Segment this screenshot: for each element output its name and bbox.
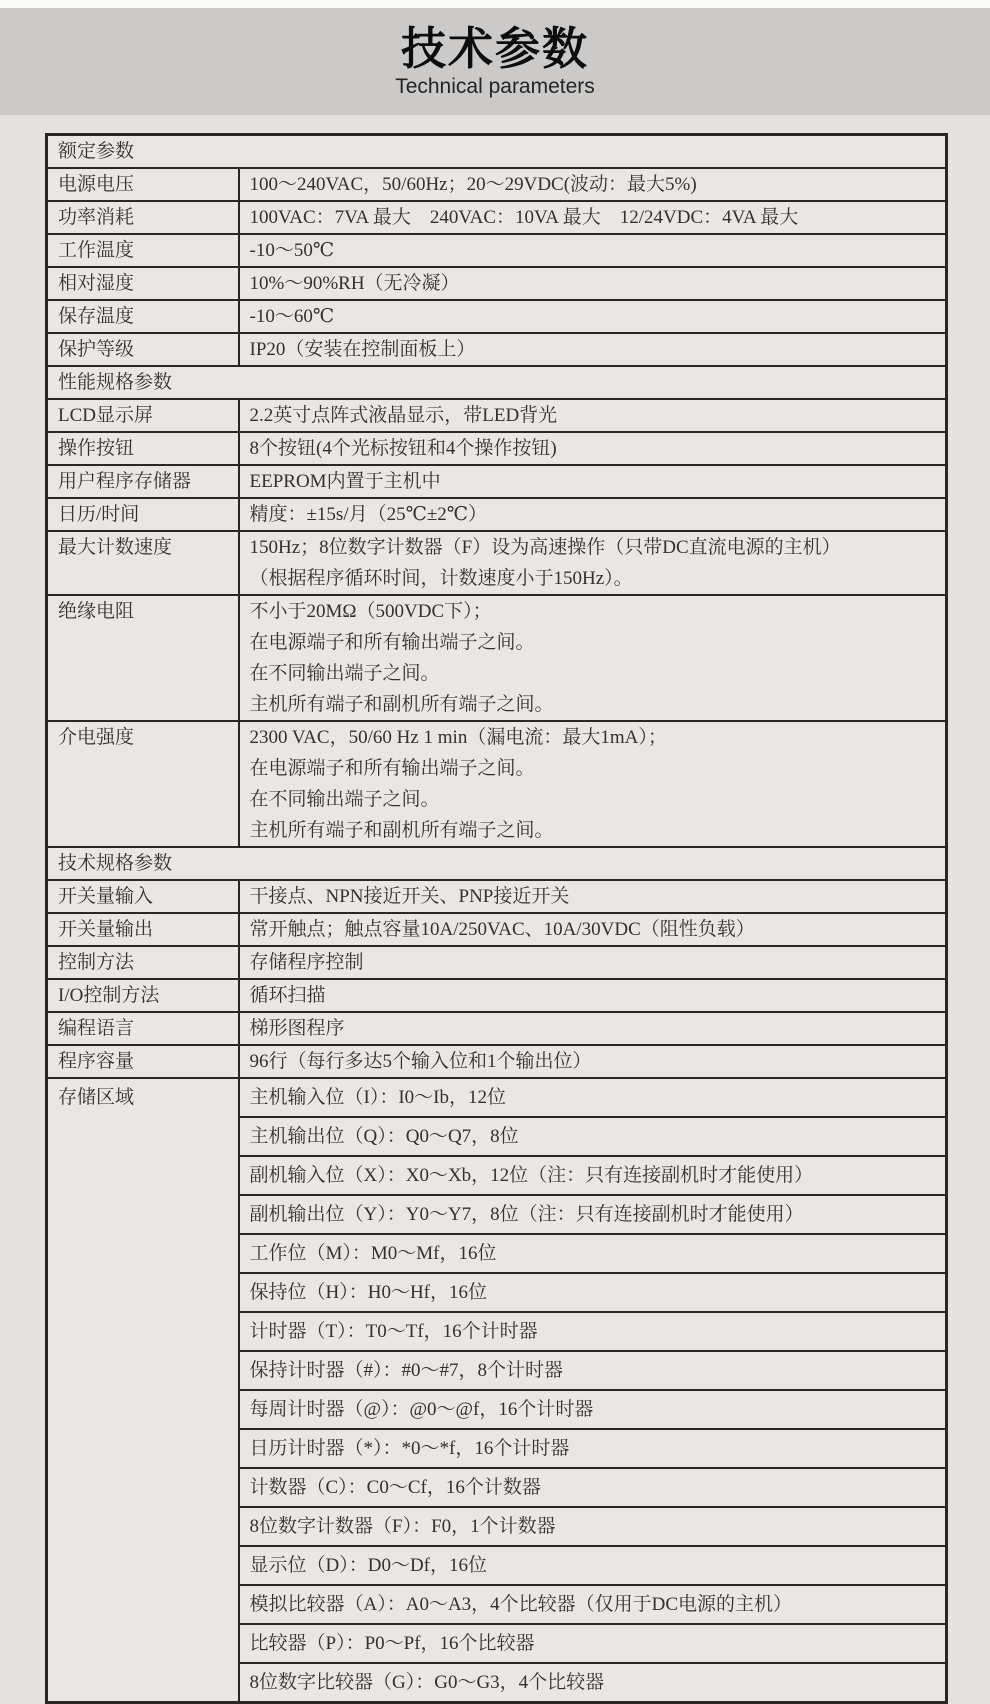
row-value bbox=[239, 721, 947, 847]
row-value bbox=[239, 1045, 947, 1078]
row-label: 存储区域 bbox=[47, 1078, 239, 1703]
table-row bbox=[47, 498, 947, 531]
row-value bbox=[239, 498, 947, 531]
row-label: 保存温度 bbox=[47, 300, 239, 333]
row-value bbox=[239, 979, 947, 1012]
row-value bbox=[239, 531, 947, 595]
row-value: 每周计时器（@）：@0～@f，16个计时器 bbox=[239, 1390, 947, 1429]
value-line: 在不同输出端子之间。 bbox=[249, 663, 440, 684]
row-label: 最大计数速度 bbox=[47, 531, 239, 595]
row-value: 日历计时器（*）：*0～*f，16个计时器 bbox=[239, 1429, 947, 1468]
table-row bbox=[47, 595, 947, 721]
spec-table-body bbox=[47, 135, 947, 1703]
value-line: 2.2英寸点阵式液晶显示，带LED背光 bbox=[249, 405, 558, 426]
row-value: 副机输入位（X）：X0～Xb，12位（注：只有连接副机时才能使用） bbox=[239, 1156, 947, 1195]
value-line: （根据程序循环时间，计数速度小于150Hz）。 bbox=[249, 568, 633, 589]
value-line: 不小于20MΩ（500VDC下）； bbox=[249, 601, 492, 622]
row-value bbox=[239, 168, 947, 201]
row-label: 开关量输入 bbox=[47, 880, 239, 913]
section-header: 技术规格参数 bbox=[47, 847, 947, 880]
title-band bbox=[0, 8, 990, 115]
value-line: IP20（安装在控制面板上） bbox=[249, 339, 476, 360]
value-line: -10～60℃ bbox=[249, 306, 335, 327]
value-line: 100～240VAC，50/60Hz；20～29VDC(波动：最大5%) bbox=[249, 174, 697, 195]
row-label: LCD显示屏 bbox=[47, 399, 239, 432]
row-label: 功率消耗 bbox=[47, 201, 239, 234]
row-value: 模拟比较器（A）：A0～A3，4个比较器（仅用于DC电源的主机） bbox=[239, 1585, 947, 1624]
value-line: 精度：±15s/月（25℃±2℃） bbox=[249, 504, 488, 525]
row-value bbox=[239, 1012, 947, 1045]
row-value bbox=[239, 432, 947, 465]
value-line: 96行（每行多达5个输入位和1个输出位） bbox=[249, 1051, 592, 1072]
row-value bbox=[239, 300, 947, 333]
table-row bbox=[47, 465, 947, 498]
value-line: 主机所有端子和副机所有端子之间。 bbox=[249, 820, 554, 841]
row-label: 保护等级 bbox=[47, 333, 239, 366]
table-row bbox=[47, 267, 947, 300]
value-line: 在电源端子和所有输出端子之间。 bbox=[249, 758, 535, 779]
row-label: 电源电压 bbox=[47, 168, 239, 201]
section-header-row bbox=[47, 366, 947, 399]
top-strip bbox=[0, 0, 990, 8]
row-value: 比较器（P）：P0～Pf，16个比较器 bbox=[239, 1624, 947, 1663]
page-title: 技术参数 bbox=[400, 23, 589, 75]
row-value bbox=[239, 595, 947, 721]
row-value: 8位数字比较器（G）：G0～G3，4个比较器 bbox=[239, 1663, 947, 1703]
value-line: 干接点、NPN接近开关、PNP接近开关 bbox=[249, 886, 570, 907]
value-line: 100VAC：7VA 最大 240VAC：10VA 最大 12/24VDC：4VA 最大 bbox=[249, 207, 799, 228]
row-label: 控制方法 bbox=[47, 946, 239, 979]
table-row bbox=[47, 1012, 947, 1045]
table-row bbox=[47, 1045, 947, 1078]
section-header: 额定参数 bbox=[47, 135, 947, 169]
row-value: 保持计时器（#）：#0～#7，8个计时器 bbox=[239, 1351, 947, 1390]
row-label: 绝缘电阻 bbox=[47, 595, 239, 721]
row-value bbox=[239, 399, 947, 432]
row-value: 8位数字计数器（F）：F0，1个计数器 bbox=[239, 1507, 947, 1546]
row-label: 相对湿度 bbox=[47, 267, 239, 300]
row-value: 计数器（C）：C0～Cf，16个计数器 bbox=[239, 1468, 947, 1507]
value-line: 常开触点；触点容量10A/250VAC、10A/30VDC（阻性负载） bbox=[249, 919, 755, 940]
row-value: 主机输出位（Q）：Q0～Q7，8位 bbox=[239, 1117, 947, 1156]
row-value bbox=[239, 880, 947, 913]
row-label: 介电强度 bbox=[47, 721, 239, 847]
memory-area-row bbox=[47, 1078, 947, 1117]
table-row bbox=[47, 913, 947, 946]
row-value: 保持位（H）：H0～Hf，16位 bbox=[239, 1273, 947, 1312]
row-label: 编程语言 bbox=[47, 1012, 239, 1045]
row-label: 工作温度 bbox=[47, 234, 239, 267]
row-value bbox=[239, 201, 947, 234]
content-area bbox=[0, 115, 990, 1704]
value-line: 梯形图程序 bbox=[249, 1018, 345, 1039]
row-value bbox=[239, 267, 947, 300]
table-row bbox=[47, 201, 947, 234]
row-value: 副机输出位（Y）：Y0～Y7，8位（注：只有连接副机时才能使用） bbox=[239, 1195, 947, 1234]
table-row bbox=[47, 946, 947, 979]
row-label: 日历/时间 bbox=[47, 498, 239, 531]
value-line: -10～50℃ bbox=[249, 240, 335, 261]
row-value bbox=[239, 333, 947, 366]
page-subtitle: Technical parameters bbox=[395, 74, 595, 98]
row-value bbox=[239, 913, 947, 946]
value-line: 150Hz；8位数字计数器（F）设为高速操作（只带DC直流电源的主机） bbox=[249, 537, 841, 558]
table-row bbox=[47, 300, 947, 333]
table-row bbox=[47, 234, 947, 267]
row-value: 计时器（T）：T0～Tf，16个计时器 bbox=[239, 1312, 947, 1351]
table-row bbox=[47, 721, 947, 847]
value-line: 在电源端子和所有输出端子之间。 bbox=[249, 632, 535, 653]
value-line: 10%～90%RH（无冷凝） bbox=[249, 273, 460, 294]
row-value: 工作位（M）：M0～Mf，16位 bbox=[239, 1234, 947, 1273]
row-label: 用户程序存储器 bbox=[47, 465, 239, 498]
value-line: EEPROM内置于主机中 bbox=[249, 471, 441, 492]
table-row bbox=[47, 432, 947, 465]
table-row bbox=[47, 333, 947, 366]
spec-table bbox=[45, 133, 948, 1704]
row-value bbox=[239, 234, 947, 267]
row-label: 程序容量 bbox=[47, 1045, 239, 1078]
value-line: 2300 VAC，50/60 Hz 1 min（漏电流：最大1mA）； bbox=[249, 727, 667, 748]
row-label: I/O控制方法 bbox=[47, 979, 239, 1012]
section-header-row bbox=[47, 847, 947, 880]
table-row bbox=[47, 168, 947, 201]
row-value bbox=[239, 465, 947, 498]
value-line: 8个按钮(4个光标按钮和4个操作按钮) bbox=[249, 438, 557, 459]
value-line: 存储程序控制 bbox=[249, 952, 364, 973]
table-row bbox=[47, 531, 947, 595]
row-label: 操作按钮 bbox=[47, 432, 239, 465]
row-label: 开关量输出 bbox=[47, 913, 239, 946]
row-value: 主机输入位（I）：I0～Ib，12位 bbox=[239, 1078, 947, 1117]
value-line: 在不同输出端子之间。 bbox=[249, 789, 440, 810]
value-line: 主机所有端子和副机所有端子之间。 bbox=[249, 694, 554, 715]
table-row bbox=[47, 880, 947, 913]
section-header: 性能规格参数 bbox=[47, 366, 947, 399]
row-value bbox=[239, 946, 947, 979]
section-header-row bbox=[47, 135, 947, 169]
table-row bbox=[47, 979, 947, 1012]
row-value: 显示位（D）：D0～Df，16位 bbox=[239, 1546, 947, 1585]
value-line: 循环扫描 bbox=[249, 985, 326, 1006]
table-row bbox=[47, 399, 947, 432]
